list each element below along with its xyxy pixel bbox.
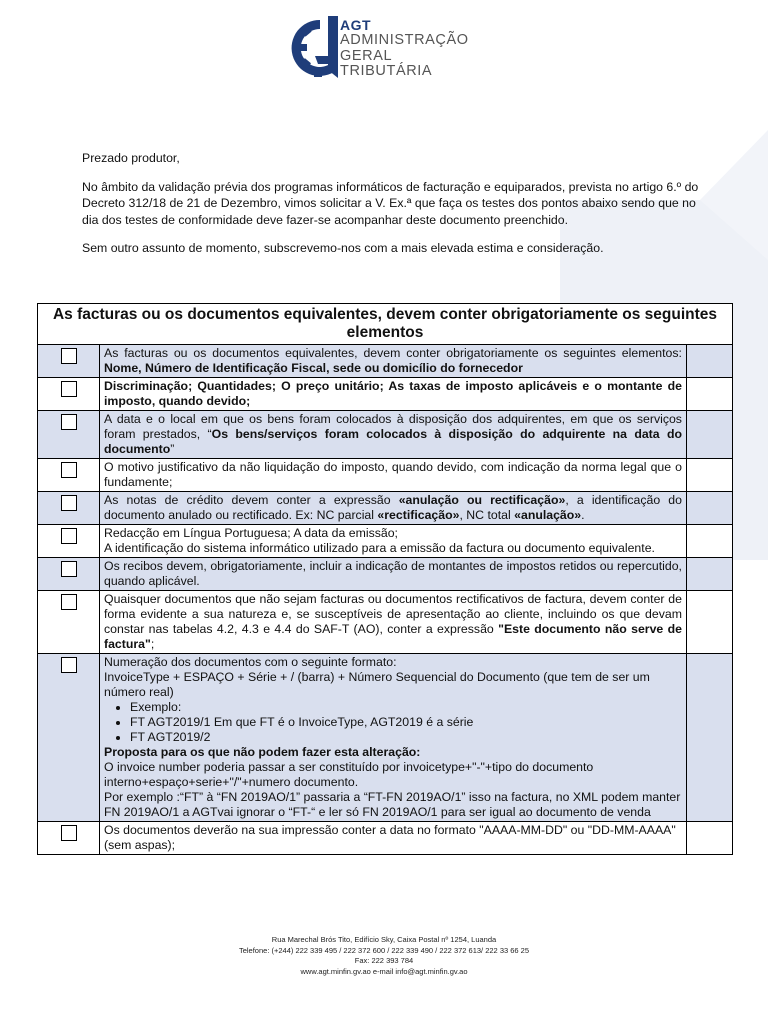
logo-line-1: ADMINISTRAÇÃO — [340, 32, 469, 48]
checkbox-cell — [38, 654, 100, 822]
notes-cell — [686, 411, 732, 459]
table-header: As facturas ou os documentos equivalentes, devem conter obrigatoriamente os seguintes elementos — [38, 304, 733, 345]
notes-cell — [686, 822, 732, 855]
footer-address: Rua Marechal Brós Tito, Edifício Sky, Caixa Postal nº 1254, Luanda — [271, 935, 497, 944]
greeting: Prezado produtor, — [82, 151, 180, 165]
logo-brand: AGT — [340, 17, 372, 33]
footer-fax: Fax: 222 393 784 — [354, 956, 414, 965]
checkbox-cell — [38, 822, 100, 855]
requirements-table — [37, 303, 733, 855]
footer-web[interactable]: www.agt.minfin.gv.ao e-mail info@agt.minfin.gv.ao — [300, 966, 468, 976]
checkbox-cell — [38, 492, 100, 525]
checkbox-cell — [38, 411, 100, 459]
checkbox[interactable] — [61, 594, 77, 610]
checkbox[interactable] — [61, 462, 77, 478]
letter-paragraph-1: No âmbito da validação prévia dos programas informáticos de facturação e equiparados, prevista no artigo 6.º do Decreto 312/18 de 21 de Dezembro, vimos solicitar a V. Ex.ª que faça os testes dos pontos abaixo sendo que no dia dos testes de conformidade deve fazer-se acompanhar deste documento preenchido. — [82, 179, 699, 227]
notes-cell — [686, 591, 732, 654]
notes-cell — [686, 492, 732, 525]
letter-body — [82, 150, 702, 269]
checkbox-cell — [38, 591, 100, 654]
notes-cell — [686, 378, 732, 411]
page-footer — [0, 935, 768, 977]
list-item: • FT AGT2019/2 — [130, 730, 682, 745]
checkbox-cell — [38, 558, 100, 591]
table-row — [38, 492, 733, 525]
logo-line-2: GERAL — [340, 47, 393, 64]
checkbox[interactable] — [61, 657, 77, 673]
checkbox-cell — [38, 345, 100, 378]
notes-cell — [686, 459, 732, 492]
table-row — [38, 822, 733, 855]
table-row — [38, 345, 733, 378]
checkbox[interactable] — [61, 528, 77, 544]
notes-cell — [686, 525, 732, 558]
checkbox[interactable] — [61, 381, 77, 397]
table-row — [38, 459, 733, 492]
list-item: • FT AGT2019/1 Em que FT é o InvoiceType, AGT2019 é a série — [130, 715, 682, 730]
checkbox[interactable] — [61, 495, 77, 511]
checkbox[interactable] — [61, 414, 77, 430]
requirement-text: Quaisquer documentos que não sejam facturas ou documentos rectificativos de factura, devem conter de forma evidente a sua natureza e, se susceptíveis de apresentação ao cliente, incluindo os que devam constar nas tabelas 4.2, 4.3 e 4.4 do SAF-T (AO), conter a expressão "Este documento não serve de factura"; — [100, 591, 687, 654]
footer-phone: Telefone: (+244) 222 339 495 / 222 372 600 / 222 339 490 / 222 372 613/ 222 33 66 25 — [238, 945, 530, 955]
requirement-text: As facturas ou os documentos equivalentes, devem conter obrigatoriamente os seguintes elementos: Nome, Número de Identificação Fiscal, sede ou domicílio do fornecedor — [100, 345, 687, 378]
checkbox[interactable] — [61, 348, 77, 364]
checkbox[interactable] — [61, 561, 77, 577]
notes-cell — [686, 345, 732, 378]
table-row — [38, 378, 733, 411]
table-row — [38, 654, 733, 822]
checkbox-cell — [38, 378, 100, 411]
notes-cell — [686, 558, 732, 591]
requirement-text: Os documentos deverão na sua impressão conter a data no formato "AAAA-MM-DD" ou "DD-MM-AAAA" (sem aspas); — [100, 822, 687, 855]
requirement-text: Os recibos devem, obrigatoriamente, incluir a indicação de montantes de impostos retidos ou repercutido, quando aplicável. — [100, 558, 687, 591]
list-item: • Exemplo: — [130, 700, 682, 715]
requirement-text: Discriminação; Quantidades; O preço unitário; As taxas de imposto aplicáveis e o montante de imposto, quando devido; — [100, 378, 687, 411]
table-row — [38, 411, 733, 459]
logo-wordmark — [340, 18, 469, 79]
requirement-text: Redacção em Língua Portuguesa; A data da emissão; A identificação do sistema informático utilizado para a emissão da factura ou documento equivalente. — [100, 525, 687, 558]
letter-paragraph-2: Sem outro assunto de momento, subscrevemo-nos com a mais elevada estima e consideração. — [82, 241, 604, 255]
checkbox-cell — [38, 459, 100, 492]
table-row — [38, 591, 733, 654]
table-row — [38, 525, 733, 558]
requirement-text: Numeração dos documentos com o seguinte formato: InvoiceType + ESPAÇO + Série + / (barra) + Número Sequencial do Documento (que tem de ser um número real) • Exemplo: • FT AGT2019/1 Em que FT é o InvoiceType, AGT2019 é a série • FT AGT2019/2 Proposta para os que não podem fazer esta alteração: O invoice number poderia passar a ser constituído por invoicetype+"-"+tipo do documento interno+espaço+serie+"/"+numero documento. Por exemplo :“FT” à “FN 2019AO/1” passaria a “FT-FN 2019AO/1” isso na factura, no XML podem manter FN 2019AO/1 a AGTvai ignorar o “FT-“ e ler só FN 2019AO/1 para ser igual ao documento de venda — [100, 654, 687, 822]
notes-cell — [686, 654, 732, 822]
requirement-text: O motivo justificativo da não liquidação do imposto, quando devido, com indicação da norma legal que o fundamente; — [100, 459, 687, 492]
checkbox[interactable] — [61, 825, 77, 841]
table-header-row — [38, 304, 733, 345]
table-row — [38, 558, 733, 591]
example-list — [130, 700, 682, 745]
requirement-text: A data e o local em que os bens foram colocados à disposição dos adquirentes, em que os serviços foram prestados, “Os bens/serviços foram colocados à disposição do adquirente na data do documento” — [100, 411, 687, 459]
checkbox-cell — [38, 525, 100, 558]
logo-line-3: TRIBUTÁRIA — [340, 63, 433, 79]
requirement-text: As notas de crédito devem conter a expressão «anulação ou rectificação», a identificação do documento anulado ou rectificado. Ex: NC parcial «rectificação», NC total «anulação». — [100, 492, 687, 525]
